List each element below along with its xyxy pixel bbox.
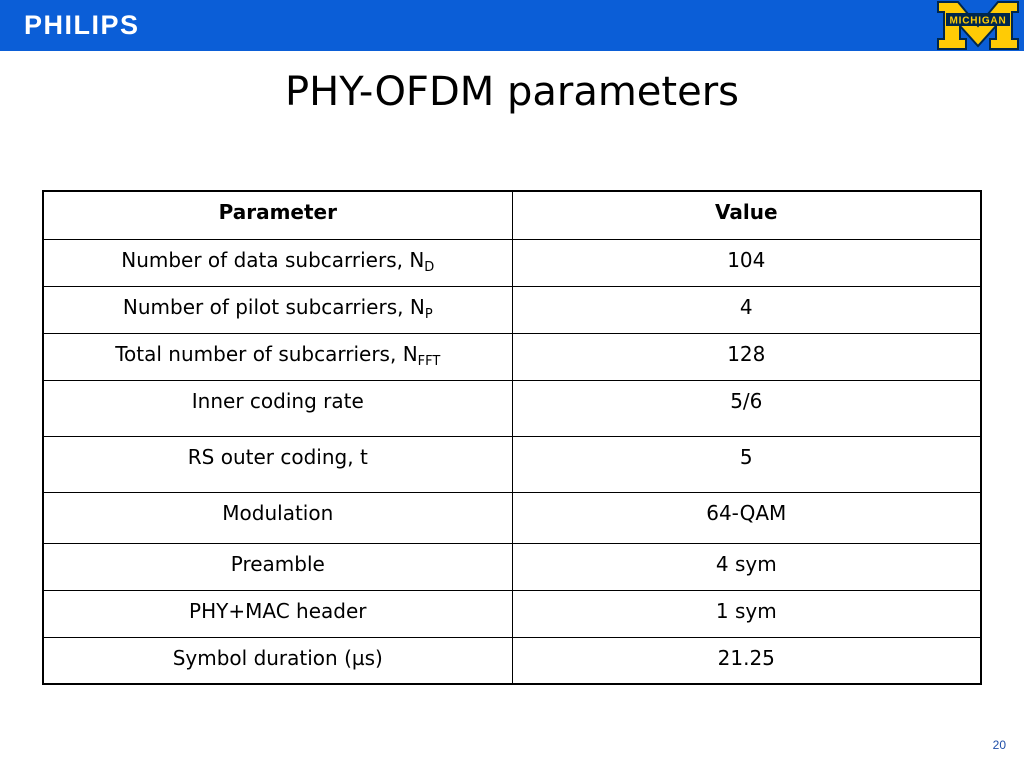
- value-cell: 64-QAM: [512, 492, 981, 543]
- header-parameter: Parameter: [43, 191, 512, 239]
- table-row: [43, 543, 981, 590]
- param-text: Total number of subcarriers, N: [115, 341, 418, 366]
- header-value: Value: [512, 191, 981, 239]
- table-row: [43, 239, 981, 286]
- param-cell: Inner coding rate: [43, 380, 512, 436]
- philips-logo: PHILIPS: [24, 10, 140, 40]
- table-row: [43, 333, 981, 380]
- table-row: [43, 637, 981, 684]
- value-cell: 104: [512, 239, 981, 286]
- param-cell: Symbol duration (µs): [43, 637, 512, 684]
- param-subscript: P: [424, 306, 433, 322]
- param-text: Number of data subcarriers, N: [121, 247, 425, 272]
- value-cell: 128: [512, 333, 981, 380]
- table-header-row: [43, 191, 981, 239]
- value-cell: 21.25: [512, 637, 981, 684]
- value-cell: 1 sym: [512, 590, 981, 637]
- header-bar: [0, 0, 1024, 51]
- param-subscript: FFT: [417, 353, 441, 369]
- param-cell: [43, 239, 512, 286]
- table-row: [43, 436, 981, 492]
- param-cell: Preamble: [43, 543, 512, 590]
- param-cell: [43, 333, 512, 380]
- value-cell: 4: [512, 286, 981, 333]
- value-cell: 4 sym: [512, 543, 981, 590]
- parameters-table: [42, 190, 982, 685]
- table-row: [43, 286, 981, 333]
- michigan-logo: [936, 0, 1020, 51]
- param-cell: [43, 286, 512, 333]
- michigan-block-m-icon: [936, 0, 1020, 51]
- table-row: [43, 492, 981, 543]
- param-subscript: D: [424, 259, 435, 275]
- table-row: [43, 380, 981, 436]
- table-row: [43, 590, 981, 637]
- value-cell: 5/6: [512, 380, 981, 436]
- param-cell: Modulation: [43, 492, 512, 543]
- page-number: 20: [992, 738, 1006, 752]
- param-cell: RS outer coding, t: [43, 436, 512, 492]
- param-text: Number of pilot subcarriers, N: [122, 294, 425, 319]
- param-cell: PHY+MAC header: [43, 590, 512, 637]
- svg-text:MICHIGAN: MICHIGAN: [949, 15, 1007, 27]
- slide-title: PHY-OFDM parameters: [285, 69, 739, 115]
- value-cell: 5: [512, 436, 981, 492]
